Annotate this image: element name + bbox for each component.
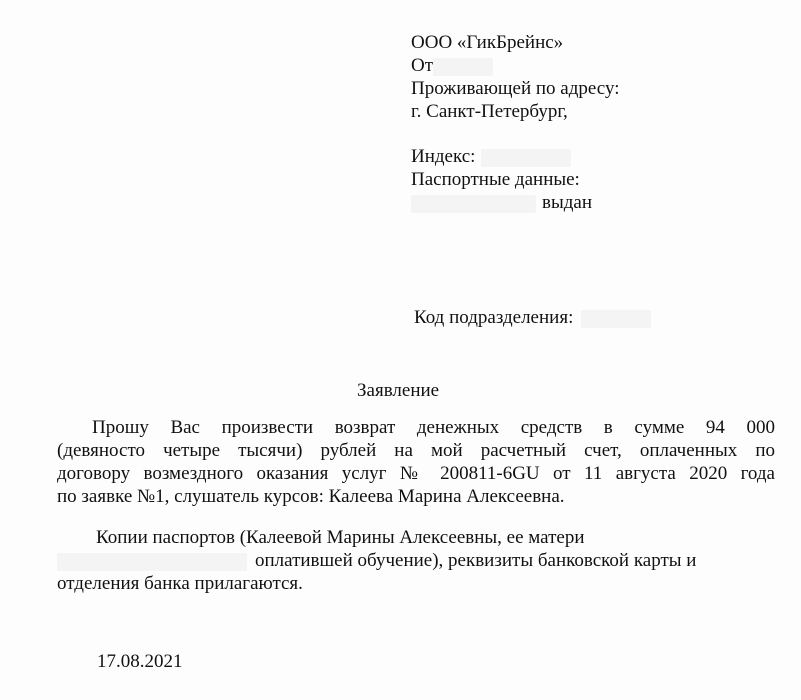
index-label: Индекс: [411,146,476,167]
company-name: ООО «ГикБрейнс» [411,32,564,53]
paragraph2-line2 [57,550,696,572]
redacted-division-code [581,310,651,328]
paragraph1-line4: по заявке №1, слушатель курсов: Калеева Марина Алексеевна. [57,486,565,507]
paragraph2-line2-text: оплатившей обучение), реквизиты банковской карты и [255,550,697,571]
paragraph1-line2: (девяносто четыре тысячи) рублей на мой расчетный счет, оплаченных по [57,440,775,461]
redacted-mother-name [57,553,247,571]
address-label: Проживающей по адресу: [411,78,620,99]
paragraph1-line3: договору возмездного оказания услуг № 200811-6GU от 11 августа 2020 года [57,463,775,484]
issued-line [411,192,592,214]
paragraph2-line3: отделения банка прилагаются. [57,573,303,594]
redacted-passport [411,195,536,213]
paragraph1-line1: Прошу Вас произвести возврат денежных средств в сумме 94 000 [92,417,775,438]
from-label: От [411,55,434,76]
issued-label: выдан [542,192,593,213]
division-code-line [414,307,651,329]
index-line [411,146,571,168]
document-date: 17.08.2021 [97,651,183,672]
division-code-label: Код подразделения: [414,307,574,328]
paragraph2-line1: Копии паспортов (Калеевой Марины Алексеевны, ее матери [96,527,585,548]
document-title: Заявление [357,380,440,401]
redacted-name [433,58,493,76]
redacted-index [481,149,571,167]
passport-label: Паспортные данные: [411,169,580,190]
address-city: г. Санкт-Петербург, [411,101,568,122]
from-line [411,55,493,77]
